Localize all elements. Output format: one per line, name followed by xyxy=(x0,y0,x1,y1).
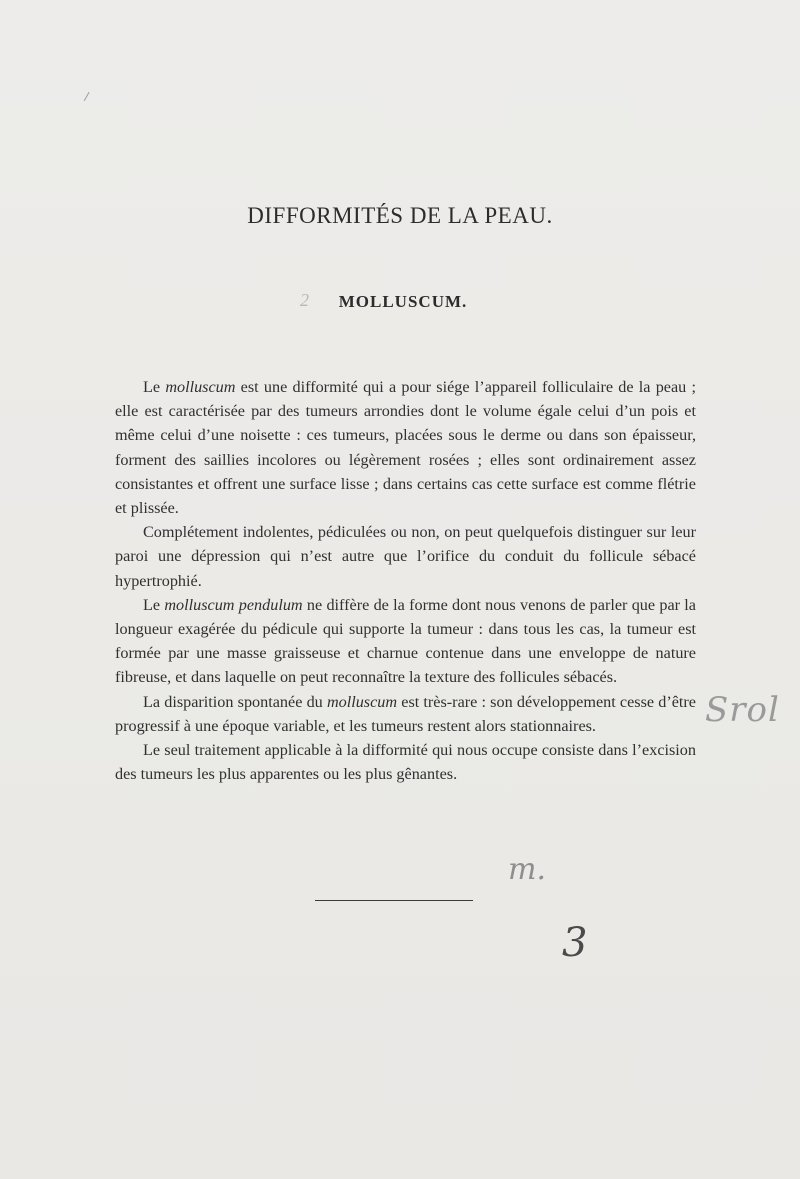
pencil-section-number: 2 xyxy=(300,290,309,310)
paragraph-1-start: Le xyxy=(143,378,166,396)
pencil-speck xyxy=(84,92,92,102)
body-text xyxy=(115,375,696,786)
paragraph-1-rest: est une difformité qui a pour siége l’appareil folliculaire de la peau ; elle est caractérisée par des tumeurs arrondies dont le volume égale celui d’un pois et même celui d’une noisette : ces tumeurs, placées sous le derme ou dans son épaisseur, forment des saillies incolores ou légèrement rosées ; elles sont ordinairement assez consistantes et offrent une surface lisse ; dans certains cas cette surface est comme flétrie et plissée. xyxy=(115,378,697,518)
handwritten-page-number: 3 xyxy=(562,920,588,966)
paragraph-4 xyxy=(115,690,696,738)
handwritten-initials: m. xyxy=(508,852,546,887)
paragraph-3-start: Le xyxy=(143,595,165,614)
paragraph-1-term: molluscum xyxy=(165,378,236,396)
paragraph-1 xyxy=(115,375,696,520)
handwritten-margin-note: Srol xyxy=(705,690,780,730)
paragraph-4-rest: est très-rare : son développement cesse d’être progressif à une époque variable, et les tumeurs restent alors stationnaires. xyxy=(115,692,696,735)
paragraph-3 xyxy=(115,593,696,690)
section-title: MOLLUSCUM. xyxy=(338,292,468,311)
paragraph-4-term: molluscum xyxy=(326,692,398,711)
paragraph-4-start: La disparition spontanée du xyxy=(143,692,327,711)
paragraph-5: Le seul traitement applicable à la difformité qui nous occupe consiste dans l’excision des tumeurs les plus apparentes ou les plus gênantes. xyxy=(115,741,696,784)
chapter-title: DIFFORMITÉS DE LA PEAU. xyxy=(247,203,553,228)
end-rule-divider xyxy=(315,900,473,901)
paragraph-2: Complétement indolentes, pédiculées ou non, on peut quelquefois distinguer sur leur paroi une dépression qui n’est autre que l’orifice du conduit du follicule sébacé hypertrophié. xyxy=(115,523,696,590)
paragraph-3-rest: ne diffère de la forme dont nous venons de parler que par la longueur exagérée du pédicule qui supporte la tumeur : dans tous les cas, la tumeur est formée par une masse graisseuse et charnue contenue dans une enveloppe de nature fibreuse, et dans laquelle on peut reconnaître la texture des follicules sébacés. xyxy=(115,595,696,687)
paragraph-3-term: molluscum pendulum xyxy=(164,595,303,614)
